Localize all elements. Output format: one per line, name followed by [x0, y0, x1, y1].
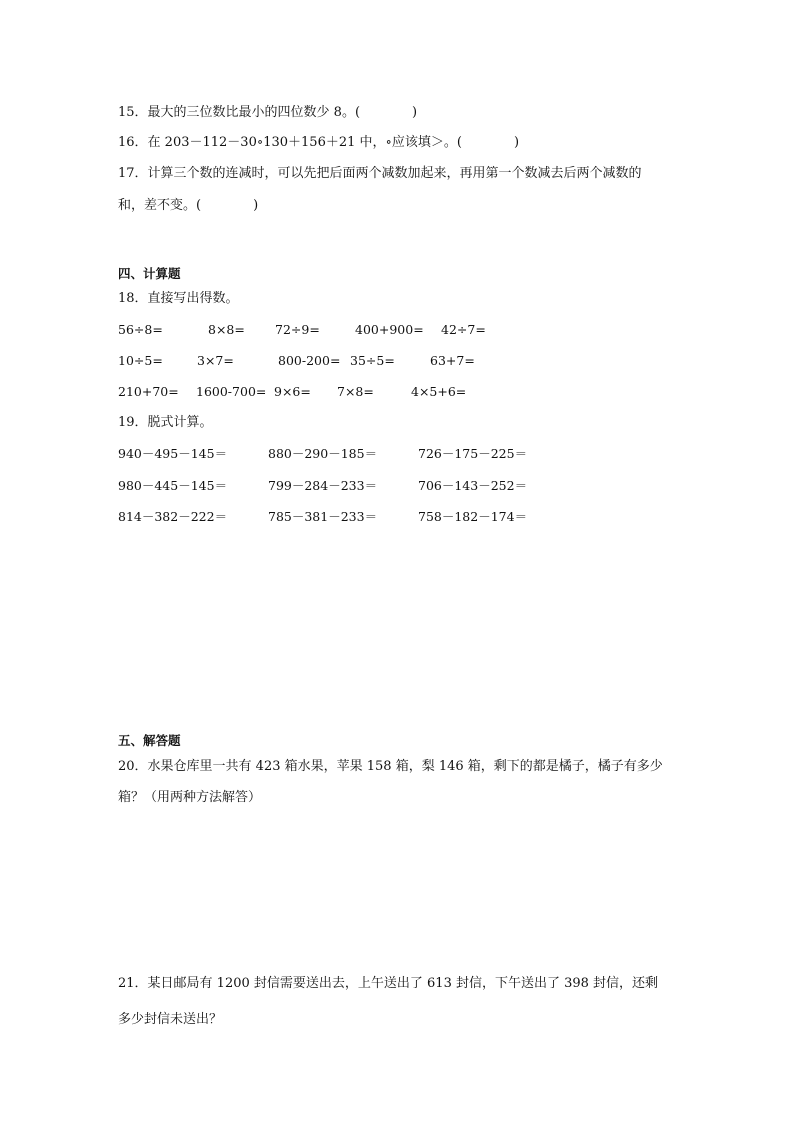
question-21-line-1: 21．某日邮局有 1200 封信需要送出去，上午送出了 613 封信，下午送出了 398 封信，还剩	[118, 976, 659, 991]
question-17-line-1: 17．计算三个数的连减时，可以先把后面两个减数加起来，再用第一个数减去后两个减数的	[118, 166, 642, 181]
section-4-heading: 四、计算题	[118, 266, 181, 281]
q18-expression: 400+900=	[355, 322, 424, 337]
q18-expression: 56÷8=	[118, 322, 163, 337]
q18-expression: 210+70=	[118, 384, 179, 399]
q18-expression: 63+7=	[430, 353, 475, 368]
q18-expression: 1600-700=	[196, 384, 267, 399]
question-17-line-2: 和，差不变。( )	[118, 198, 259, 213]
q19-expression: 940－495－145＝	[118, 446, 228, 461]
q18-expression: 7×8=	[337, 384, 374, 399]
question-21-line-2: 多少封信未送出？	[118, 1012, 223, 1027]
q18-expression: 10÷5=	[118, 353, 163, 368]
question-20-line-1: 20．水果仓库里一共有 423 箱水果，苹果 158 箱，梨 146 箱，剩下的都是橘子，橘子有多少	[118, 759, 663, 774]
q18-expression: 3×7=	[197, 353, 234, 368]
question-16: 16．在 203－112－30∘130＋156＋21 中，∘应该填＞。( )	[118, 135, 520, 150]
question-18: 18．直接写出得数。	[118, 291, 239, 306]
q18-expression: 35÷5=	[350, 353, 395, 368]
question-19: 19．脱式计算。	[118, 415, 213, 430]
q19-expression: 785－381－233＝	[268, 509, 378, 524]
q19-expression: 814－382－222＝	[118, 509, 228, 524]
q18-expression: 800-200=	[278, 353, 341, 368]
q19-expression: 758－182－174＝	[418, 509, 528, 524]
q19-expression: 799－284－233＝	[268, 478, 378, 493]
q18-expression: 9×6=	[274, 384, 311, 399]
question-15: 15．最大的三位数比最小的四位数少 8。( )	[118, 105, 418, 120]
q18-expression: 72÷9=	[275, 322, 320, 337]
section-5-heading: 五、解答题	[118, 733, 181, 748]
q19-expression: 726－175－225＝	[418, 446, 528, 461]
question-20-line-2: 箱？（用两种方法解答）	[118, 790, 262, 805]
q19-expression: 706－143－252＝	[418, 478, 528, 493]
q18-expression: 42÷7=	[441, 322, 486, 337]
q19-expression: 980－445－145＝	[118, 478, 228, 493]
q19-expression: 880－290－185＝	[268, 446, 378, 461]
q18-expression: 4×5+6=	[411, 384, 467, 399]
q18-expression: 8×8=	[208, 322, 245, 337]
